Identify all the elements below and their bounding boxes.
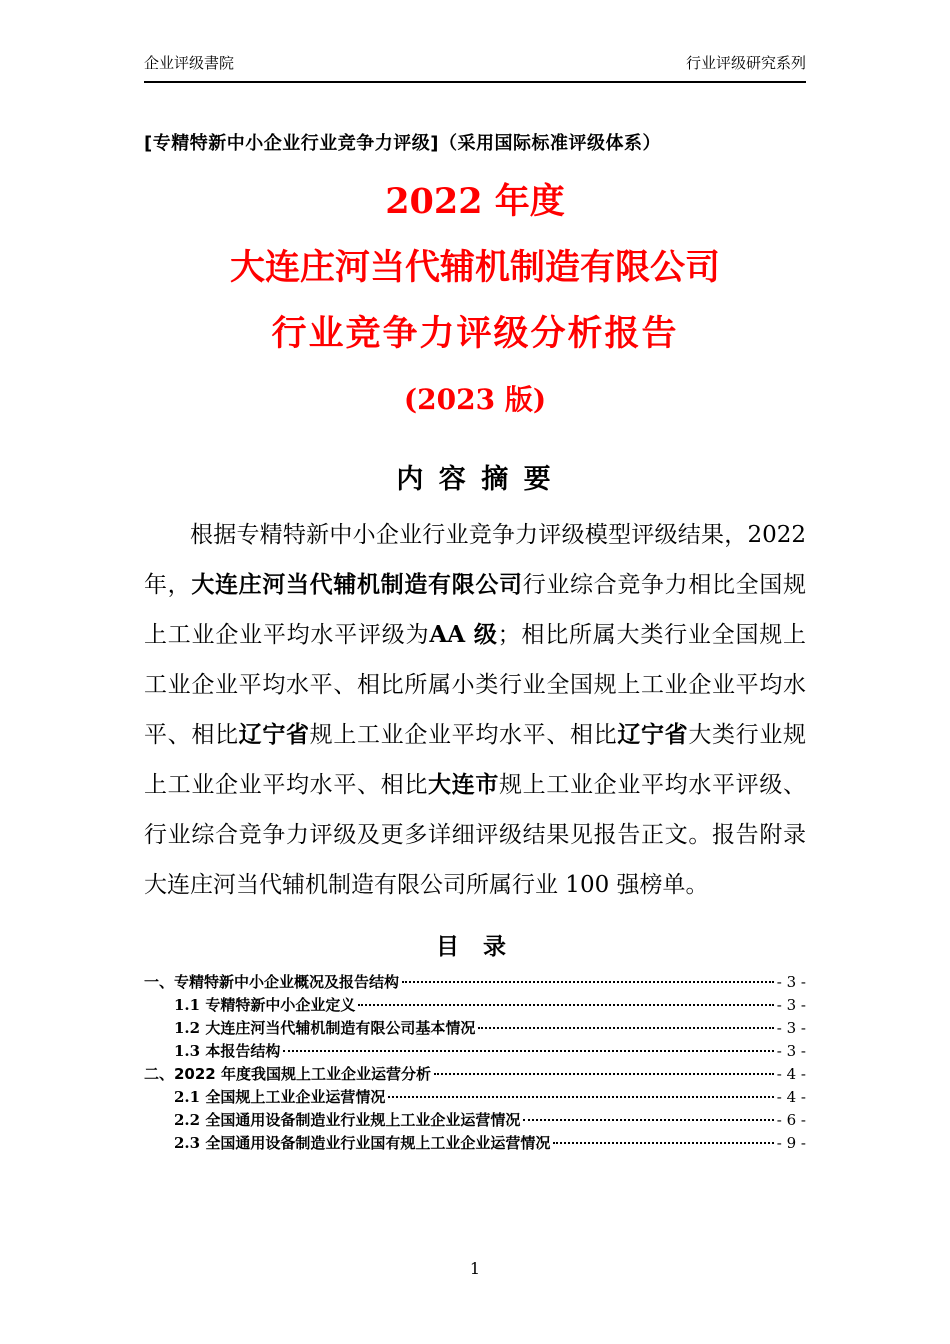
header-left-text: 企业评级書院 [144, 54, 235, 72]
cover-company-title: 大连庄河当代辅机制造有限公司 [229, 247, 720, 288]
toc-item-label: 2.2 全国通用设备制造业行业规上工业企业运营情况 [174, 1110, 521, 1129]
toc-item-page: - 3 - [776, 1041, 806, 1060]
abstract-text-segment: 大连庄河当代辅机制造有限公司 [191, 570, 523, 598]
toc-item[interactable] [144, 1109, 806, 1132]
toc-item-page: - 4 - [776, 1064, 806, 1083]
toc-item-label: 2.1 全国规上工业企业运营情况 [174, 1087, 386, 1106]
header-right-text: 行业评级研究系列 [685, 54, 806, 72]
toc-leader-dots [388, 1096, 773, 1098]
toc-title: 目 录 [435, 933, 514, 960]
toc-item[interactable] [144, 1132, 806, 1155]
rating-series-note: [专精特新中小企业行业竞争力评级]（采用国际标准评级体系） [144, 133, 661, 154]
toc-list [144, 971, 806, 1155]
toc-item-label: 1.1 专精特新中小企业定义 [174, 995, 356, 1014]
toc-item-page: - 3 - [776, 972, 806, 991]
toc-leader-dots [402, 981, 774, 983]
toc-leader-dots [434, 1073, 774, 1075]
abstract-text-segment: 辽宁省 [238, 720, 310, 748]
page-header [144, 52, 806, 83]
toc-item[interactable] [144, 1017, 806, 1040]
toc-item-page: - 6 - [776, 1110, 806, 1129]
toc-item-page: - 4 - [776, 1087, 806, 1106]
toc-leader-dots [523, 1119, 773, 1121]
toc-item-label: 2.3 全国通用设备制造业行业国有规上工业企业运营情况 [174, 1133, 551, 1152]
abstract-paragraph [144, 510, 806, 910]
toc-item-label: 一、专精特新中小企业概况及报告结构 [144, 972, 400, 991]
cover-edition-title: (2023 版) [403, 383, 547, 416]
toc-leader-dots [358, 1004, 773, 1006]
abstract-text-segment: 辽宁省 [617, 720, 689, 748]
page-number: 1 [469, 1259, 481, 1278]
abstract-text-segment: AA 级 [429, 620, 498, 648]
abstract-text-segment: 根据专精特新中小企业行业竞争力评级模型评级结果，2022 年， [144, 521, 806, 598]
abstract-text-segment: 规上工业企业平均水平评级、行业综合竞争力评级及更多详细评级结果见报告正文。报告附录大连庄河当代辅机制造有限公司所属行业 100 强榜单。 [144, 771, 807, 898]
toc-leader-dots [478, 1027, 773, 1029]
cover-year-title: 2022 年度 [385, 181, 565, 222]
toc-leader-dots [553, 1142, 773, 1144]
toc-item[interactable] [144, 1086, 806, 1109]
cover-report-title: 行业竞争力评级分析报告 [271, 313, 679, 354]
toc-item-page: - 3 - [776, 995, 806, 1014]
toc-item[interactable] [144, 1063, 806, 1086]
toc-item-label: 1.3 本报告结构 [174, 1041, 281, 1060]
toc-item-page: - 9 - [776, 1133, 806, 1152]
toc-leader-dots [283, 1050, 773, 1052]
abstract-text-segment: ；相比所属大类行业全国规上工业企业平均水平、相比所属小类行业全国规上工业企业平均水平、相比 [144, 621, 807, 748]
toc-item[interactable] [144, 971, 806, 994]
abstract-text-segment: 大连市 [428, 770, 499, 798]
toc-item-label: 1.2 大连庄河当代辅机制造有限公司基本情况 [174, 1018, 476, 1037]
toc-item[interactable] [144, 994, 806, 1017]
toc-item[interactable] [144, 1040, 806, 1063]
abstract-text-segment: 行业综合竞争力相比全国规上工业企业平均水平评级为 [144, 571, 807, 648]
toc-item-page: - 3 - [776, 1018, 806, 1037]
abstract-text-segment: 大类行业规上工业企业平均水平、相比 [144, 721, 807, 798]
abstract-title: 内 容 摘 要 [396, 463, 554, 495]
abstract-text-segment: 规上工业企业平均水平、相比 [309, 721, 618, 748]
toc-item-label: 二、2022 年度我国规上工业企业运营分析 [144, 1064, 431, 1083]
